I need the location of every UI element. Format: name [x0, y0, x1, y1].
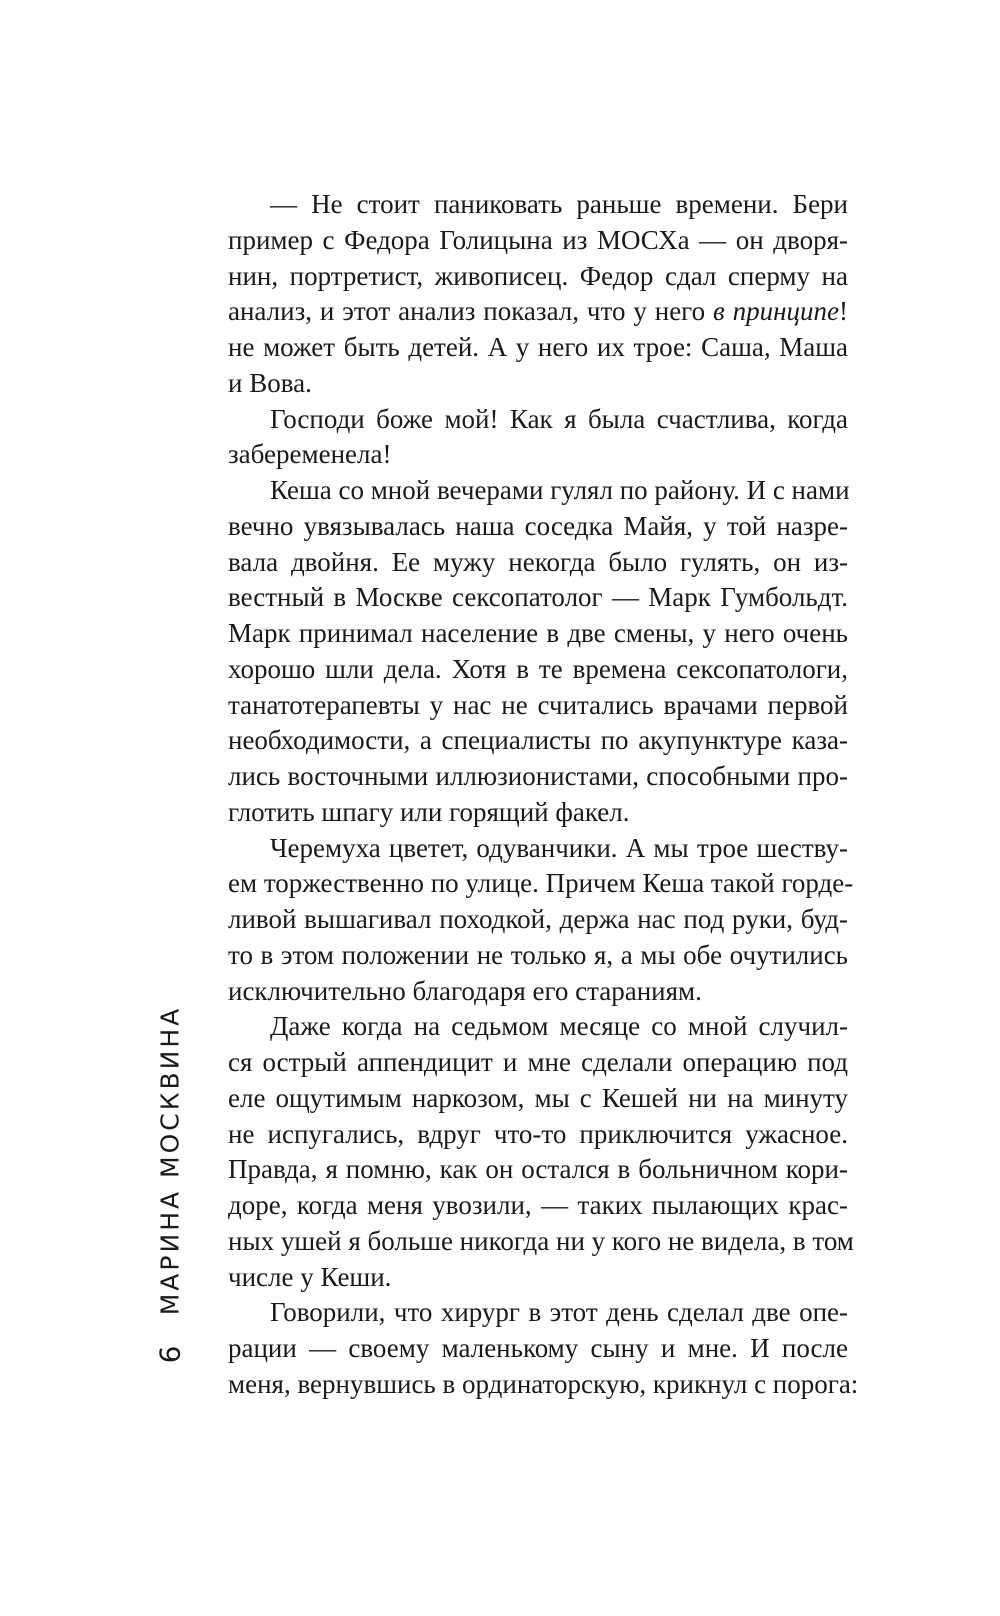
text-line: то в этом положении не только я, а мы обе очутились: [228, 939, 848, 970]
text-segment: анализ, и этот анализ показал, что у него: [228, 296, 713, 327]
text-line: вечно увязывалась наша соседка Майя, у той назре-: [228, 510, 848, 541]
text-line: рации — своему маленькому сыну и мне. И после: [228, 1333, 848, 1363]
text-line: [228, 294, 848, 330]
text-line: и Вова.: [228, 367, 312, 398]
text-line: танатотерапевты у нас не считались врачами первой: [228, 689, 848, 720]
text-line: Господи боже мой! Как я была счастлива, когда: [270, 403, 848, 434]
page-number-text: 6: [153, 1345, 187, 1363]
text-line: Говорили, что хирург в этот день сделал две опе-: [270, 1297, 848, 1328]
text-line: пример с Федора Голицына из МОСХа — он дворя-: [228, 224, 848, 255]
text-line: ся острый аппендицит и мне сделали операцию под: [228, 1047, 848, 1077]
text-line: числе у Кеши.: [228, 1261, 392, 1292]
text-line: Марк принимал население в две смены, у него очень: [228, 618, 848, 648]
running-head: [152, 1005, 188, 1315]
running-head-author: МАРИНА МОСКВИНА: [155, 1005, 185, 1315]
text-line: — Не стоит паниковать раньше времени. Бери: [270, 189, 848, 219]
text-line: исключительно благодаря его стараниям.: [228, 975, 702, 1006]
text-segment: !: [838, 296, 848, 327]
italic-emphasis: в принципе: [712, 296, 839, 327]
text-line: нин, портретист, живописец. Федор сдал сперму на: [228, 260, 848, 291]
text-line: забеременела!: [228, 439, 392, 470]
text-line: меня, вернувшись в ординаторскую, крикнул с порога:: [228, 1368, 859, 1399]
text-line: Черемуха цветет, одуванчики. А мы трое шеству-: [270, 832, 848, 863]
text-line: Правда, я помню, как он остался в больничном кори-: [228, 1154, 848, 1185]
text-line: ливой вышагивал походкой, держа нас под руки, буд-: [228, 904, 848, 934]
text-line: не испугались, вдруг что-то приключится ужасное.: [228, 1118, 848, 1149]
text-line: Кеша со мной вечерами гулял по району. И с нами: [270, 475, 850, 505]
text-line: Даже когда на седьмом месяце со мной случил-: [270, 1011, 848, 1042]
text-line: доре, когда меня увозили, — таких пылающих крас-: [228, 1190, 848, 1220]
text-line: лись восточными иллюзионистами, способными про-: [228, 761, 848, 791]
body-text: [228, 187, 859, 1403]
text-line: вестный в Москве сексопатолог — Марк Гумбольдт.: [228, 582, 848, 613]
text-line: не может быть детей. А у него их трое: Саша, Маша: [228, 332, 848, 362]
text-line: ных ушей я больше никогда ни у кого не видела, в том: [228, 1225, 854, 1256]
text-line: ем торжественно по улице. Причем Кеша такой горде-: [228, 868, 854, 899]
text-line: вала двойня. Ее мужу некогда было гулять, он из-: [228, 546, 848, 577]
text-line: глотить шпагу или горящий факел.: [228, 796, 630, 827]
text-line: еле ощутимым наркозом, мы с Кешей ни на минуту: [228, 1082, 848, 1113]
text-line: хорошо шли дела. Хотя в те времена сексопатологи,: [228, 653, 848, 684]
text-line: необходимости, а специалисты по акупунктуре каза-: [228, 725, 848, 756]
page-number: [152, 1334, 188, 1374]
